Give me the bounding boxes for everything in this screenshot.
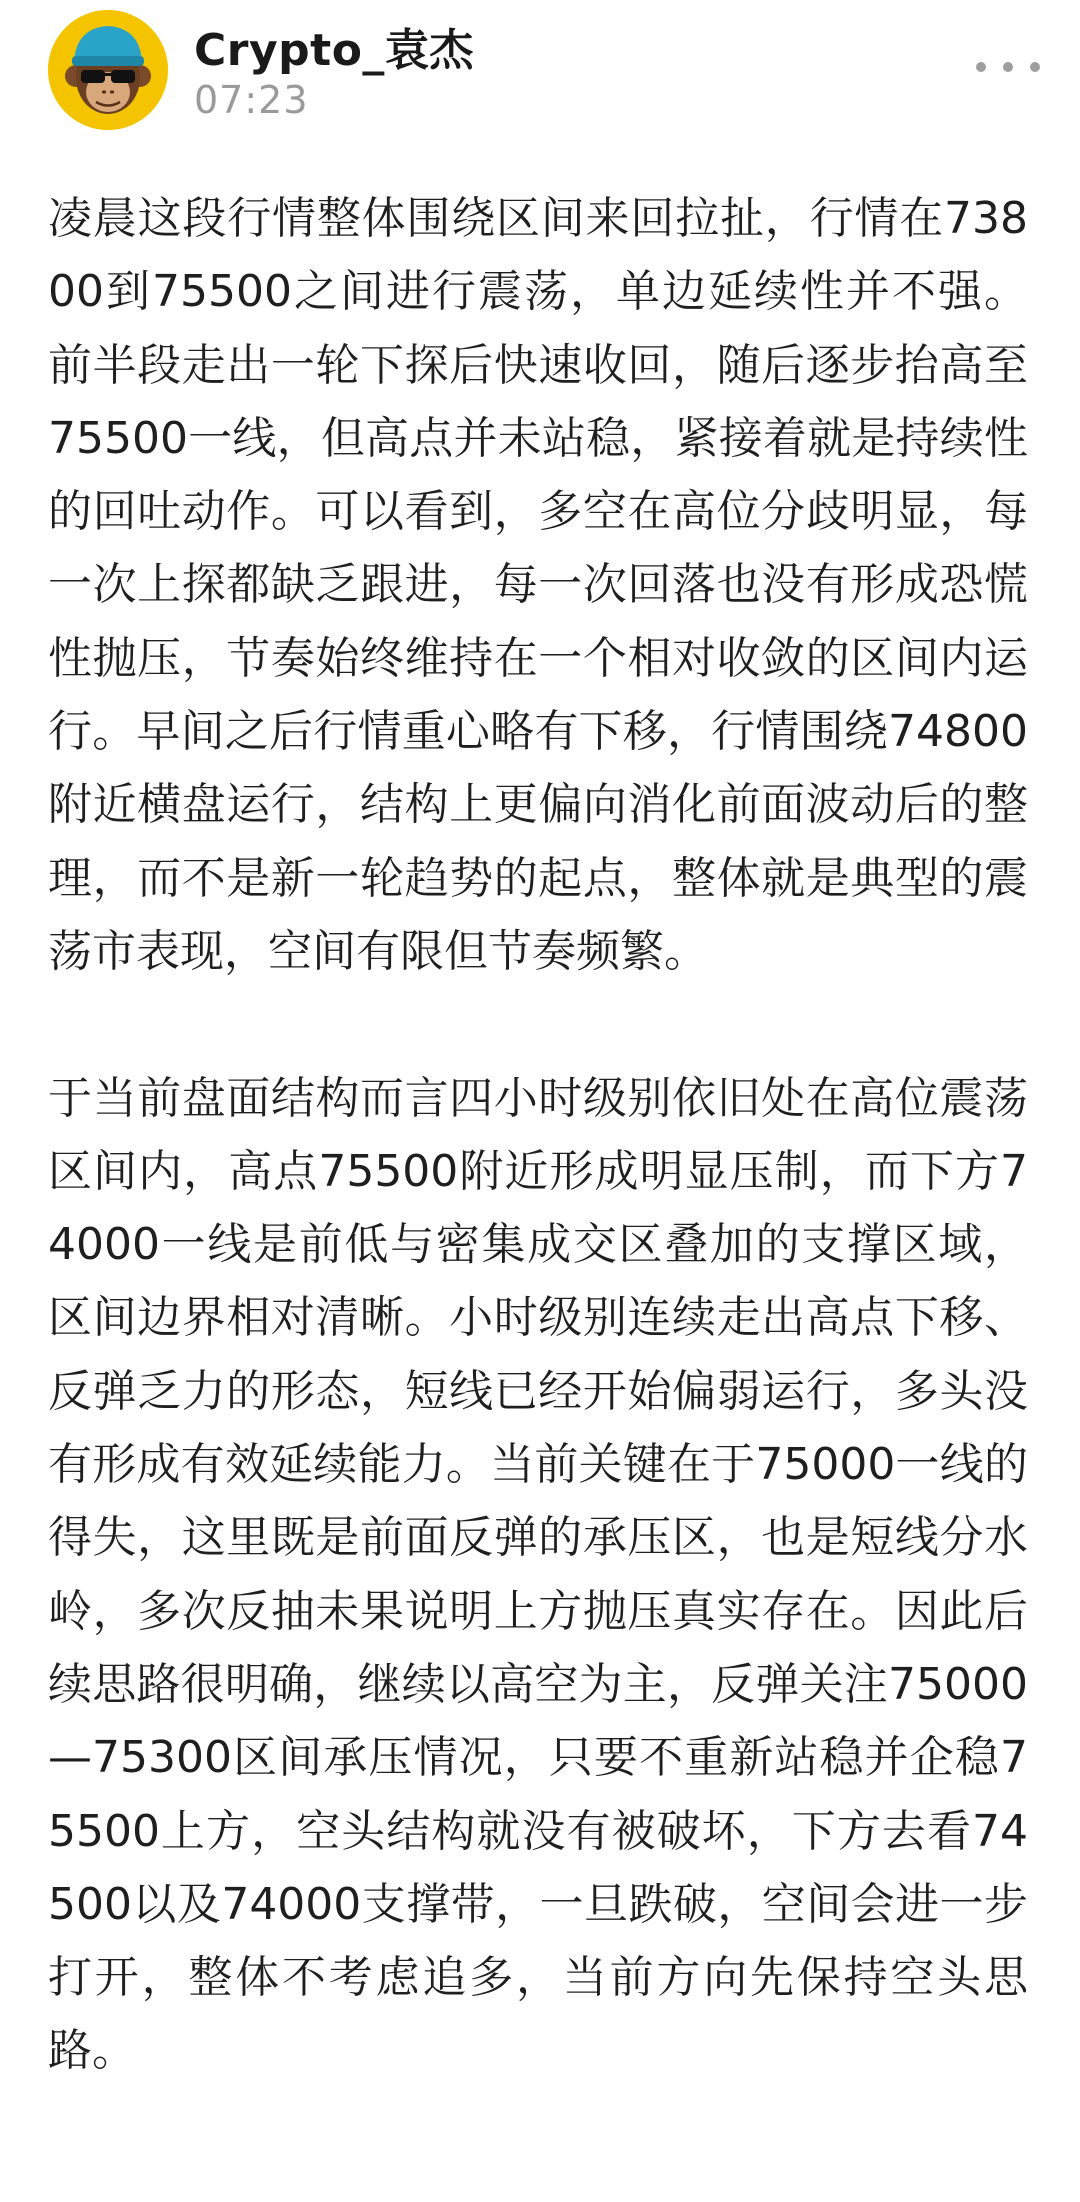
more-dots-icon [1003, 62, 1013, 72]
post-paragraph: 于当前盘面结构而言四小时级别依旧处在高位震荡区间内，高点75500附近形成明显压制，而下方74000一线是前低与密集成交区叠加的支撑区域，区间边界相对清晰。小时级别连续走出高点下移、反弹乏力的形态，短线已经开始偏弱运行，多头没有形成有效延续能力。当前关键在于75000一线的得失，这里既是前面反弹的承压区，也是短线分水岭，多次反抽未果说明上方抛压真实存在。因此后续思路很明确，继续以高空为主，反弹关注75000—75300区间承压情况，只要不重新站稳并企稳75500上方，空头结构就没有被破坏，下方去看74500以及74000支撑带，一旦跌破，空间会进一步打开，整体不考虑追多，当前方向先保持空头思路。 [48, 1072, 1028, 2077]
avatar[interactable] [48, 10, 168, 130]
monkey-avatar-icon [48, 10, 168, 130]
more-dots-icon [976, 62, 986, 72]
author-name[interactable]: Crypto_袁杰 [194, 25, 474, 76]
post-header [0, 0, 1080, 150]
post-body [48, 182, 1028, 2088]
post-paragraph: 凌晨这段行情整体围绕区间来回拉扯，行情在73800到75500之间进行震荡，单边延续性并不强。前半段走出一轮下探后快速收回，随后逐步抬高至75500一线，但高点并未站稳，紧接着就是持续性的回吐动作。可以看到，多空在高位分歧明显，每一次上探都缺乏跟进，每一次回落也没有形成恐慌性抛压，节奏始终维持在一个相对收敛的区间内运行。早间之后行情重心略有下移，行情围绕74800附近横盘运行，结构上更偏向消化前面波动后的整理，而不是新一轮趋势的起点，整体就是典型的震荡市表现，空间有限但节奏频繁。 [48, 193, 1028, 977]
more-dots-icon [1030, 62, 1040, 72]
post-timestamp: 07:23 [194, 78, 309, 122]
more-options-button[interactable] [976, 52, 1040, 82]
